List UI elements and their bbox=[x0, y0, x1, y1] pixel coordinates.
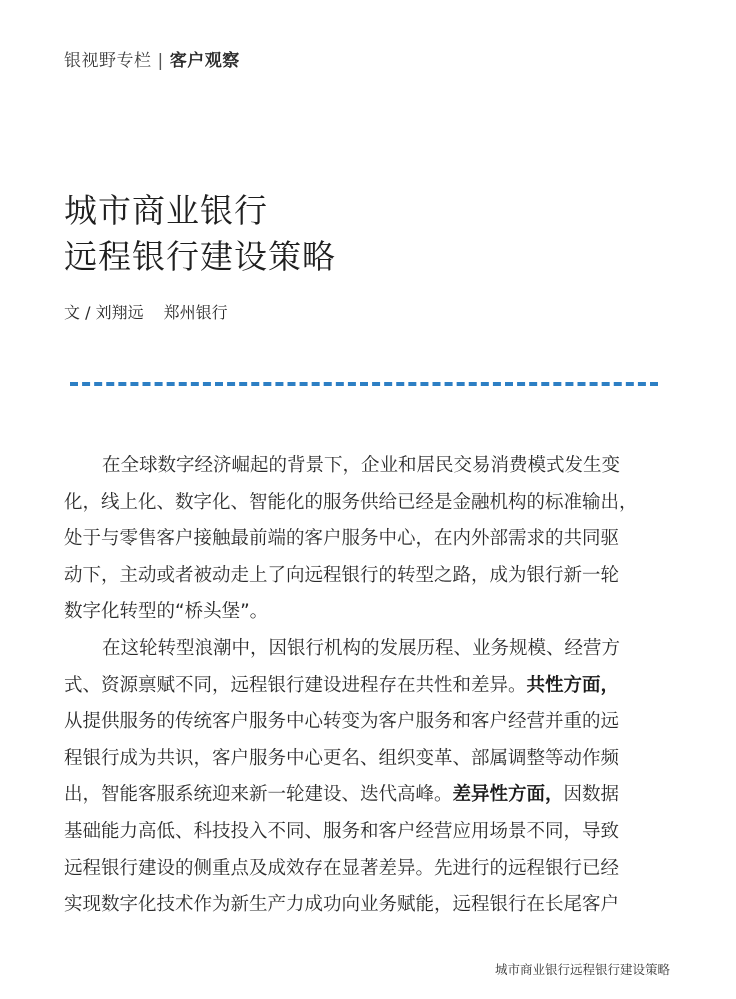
text-line: 在这轮转型浪潮中，因银行机构的发展历程、业务规模、经营方 bbox=[102, 637, 621, 659]
column-header bbox=[64, 46, 240, 71]
bold-lead-difference: 差异性方面， bbox=[452, 784, 564, 806]
paragraph-1 bbox=[64, 448, 694, 631]
text-line: 从提供服务的传统客户服务中心转变为客户服务和客户经营并重的远 bbox=[64, 711, 620, 733]
column-name: 银视野专栏 bbox=[64, 51, 152, 71]
author-organization: 郑州银行 bbox=[163, 303, 228, 322]
text-line bbox=[64, 777, 694, 814]
header-separator: | bbox=[157, 51, 164, 71]
text-line: 处于与零售客户接触最前端的客户服务中心，在内外部需求的共同驱 bbox=[64, 528, 620, 550]
text-run: 式、资源禀赋不同，远程银行建设进程存在共性和差异。 bbox=[64, 674, 527, 696]
article-body bbox=[64, 448, 694, 924]
section-name: 客户观察 bbox=[169, 51, 240, 71]
text-line: 动下，主动或者被动走上了向远程银行的转型之路，成为银行新一轮 bbox=[64, 564, 620, 586]
bold-lead-commonality: 共性方面， bbox=[526, 674, 620, 696]
article-title bbox=[64, 188, 336, 280]
text-line: 数字化转型的“桥头堡”。 bbox=[64, 601, 269, 623]
text-run: 因数据 bbox=[563, 784, 620, 806]
paragraph-2 bbox=[64, 631, 694, 924]
text-line: 程银行成为共识，客户服务中心更名、组织变革、部属调整等动作频 bbox=[64, 747, 620, 769]
text-line: 化，线上化、数字化、智能化的服务供给已经是金融机构的标准输出， bbox=[64, 491, 638, 513]
text-line: 在全球数字经济崛起的背景下，企业和居民交易消费模式发生变 bbox=[102, 455, 621, 476]
byline bbox=[64, 300, 228, 323]
text-line bbox=[64, 668, 694, 705]
title-line-1: 城市商业银行 bbox=[64, 191, 268, 230]
running-footer: 城市商业银行远程银行建设策略 bbox=[494, 962, 670, 977]
text-run: 出，智能客服系统迎来新一轮建设、迭代高峰。 bbox=[64, 784, 453, 806]
text-line: 远程银行建设的侧重点及成效存在显著差异。先进行的远程银行已经 bbox=[64, 857, 620, 879]
dashed-divider bbox=[70, 382, 658, 386]
title-line-2: 远程银行建设策略 bbox=[64, 237, 336, 276]
text-line: 实现数字化技术作为新生产力成功向业务赋能，远程银行在长尾客户 bbox=[64, 894, 620, 916]
text-line: 基础能力高低、科技投入不同、服务和客户经营应用场景不同，导致 bbox=[64, 820, 620, 842]
author: 文 / 刘翔远 bbox=[64, 303, 144, 322]
